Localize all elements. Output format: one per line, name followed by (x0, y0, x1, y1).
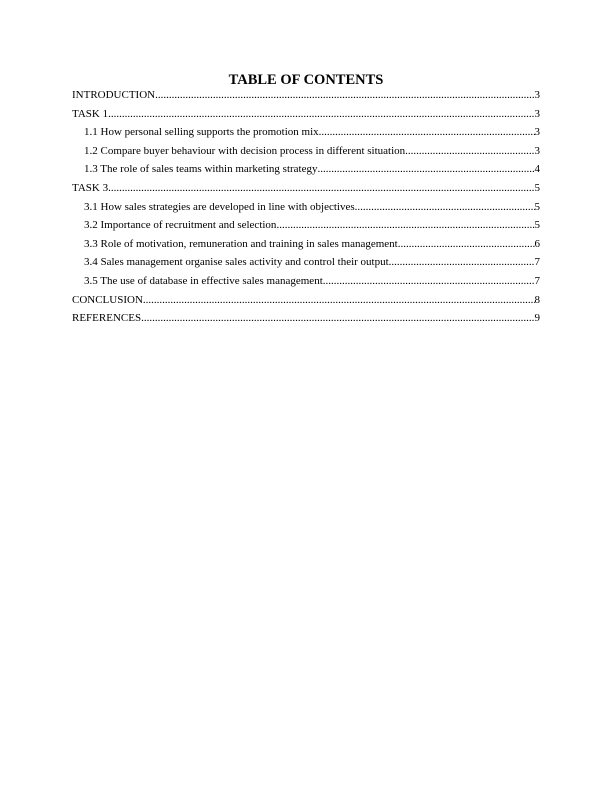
toc-dot-leader (319, 125, 535, 140)
toc-entry-page: 7 (534, 274, 540, 287)
toc-entry-task-1[interactable] (72, 107, 540, 126)
toc-dot-leader (155, 88, 534, 103)
toc-entry-3-2[interactable] (72, 218, 540, 237)
toc-entry-label: INTRODUCTION (72, 89, 156, 101)
toc-entry-label: 3.3 Role of motivation, remuneration and training in sales management (84, 237, 398, 250)
toc-entry-1-3[interactable] (72, 162, 540, 181)
toc-dot-leader (143, 293, 535, 308)
toc-title: TABLE OF CONTENTS (228, 72, 384, 88)
toc-entry-page: 7 (534, 256, 540, 269)
toc-dot-leader (398, 237, 535, 252)
toc-entry-label: REFERENCES (72, 312, 142, 325)
toc-entry-3-5[interactable] (72, 274, 540, 293)
toc-dot-leader (108, 107, 534, 122)
toc-entry-page: 5 (534, 200, 540, 213)
toc-entry-task-3[interactable] (72, 181, 540, 200)
toc-entry-label: 1.3 The role of sales teams within marketing strategy (84, 163, 318, 176)
toc-entry-introduction[interactable] (72, 88, 540, 107)
toc-entry-1-1[interactable] (72, 125, 540, 144)
toc-entry-3-1[interactable] (72, 200, 540, 219)
toc-entry-page: 9 (534, 312, 540, 325)
toc-dot-leader (323, 274, 535, 289)
toc-entry-label: 3.2 Importance of recruitment and selection (84, 219, 277, 232)
toc-entry-label: TASK 1 (72, 107, 109, 120)
toc-entry-label: 3.1 How sales strategies are developed in line with objectives (84, 200, 355, 213)
toc-dot-leader (141, 311, 534, 326)
toc-dot-leader (405, 144, 534, 159)
toc-entry-1-2[interactable] (72, 144, 540, 163)
toc-dot-leader (276, 218, 534, 233)
toc-entry-label: 1.2 Compare buyer behaviour with decision process in different situation (84, 144, 406, 157)
toc-dot-leader (318, 162, 535, 177)
toc-entry-page: 3 (534, 126, 540, 139)
toc-entry-references[interactable] (72, 311, 540, 330)
toc-entry-page: 4 (534, 163, 540, 176)
toc-entry-page: 5 (534, 219, 540, 232)
toc-entry-page: 5 (534, 181, 540, 194)
toc-entry-3-4[interactable] (72, 255, 540, 274)
toc-entry-label: TASK 3 (72, 181, 109, 194)
toc-entry-page: 3 (534, 144, 540, 157)
toc-entry-conclusion[interactable] (72, 293, 540, 312)
toc-dot-leader (108, 181, 534, 196)
toc-entry-page: 3 (534, 89, 540, 101)
toc-dot-leader (389, 255, 535, 270)
toc-list (72, 88, 540, 330)
toc-entry-label: CONCLUSION (72, 293, 143, 306)
toc-entry-3-3[interactable] (72, 237, 540, 256)
toc-entry-page: 6 (534, 237, 540, 250)
toc-entry-label: 3.5 The use of database in effective sales management (84, 274, 323, 287)
toc-entry-page: 3 (534, 107, 540, 120)
toc-entry-label: 1.1 How personal selling supports the promotion mix (84, 126, 319, 139)
toc-entry-page: 8 (534, 293, 540, 306)
toc-dot-leader (355, 200, 535, 215)
toc-entry-label: 3.4 Sales management organise sales activity and control their output (84, 256, 389, 269)
